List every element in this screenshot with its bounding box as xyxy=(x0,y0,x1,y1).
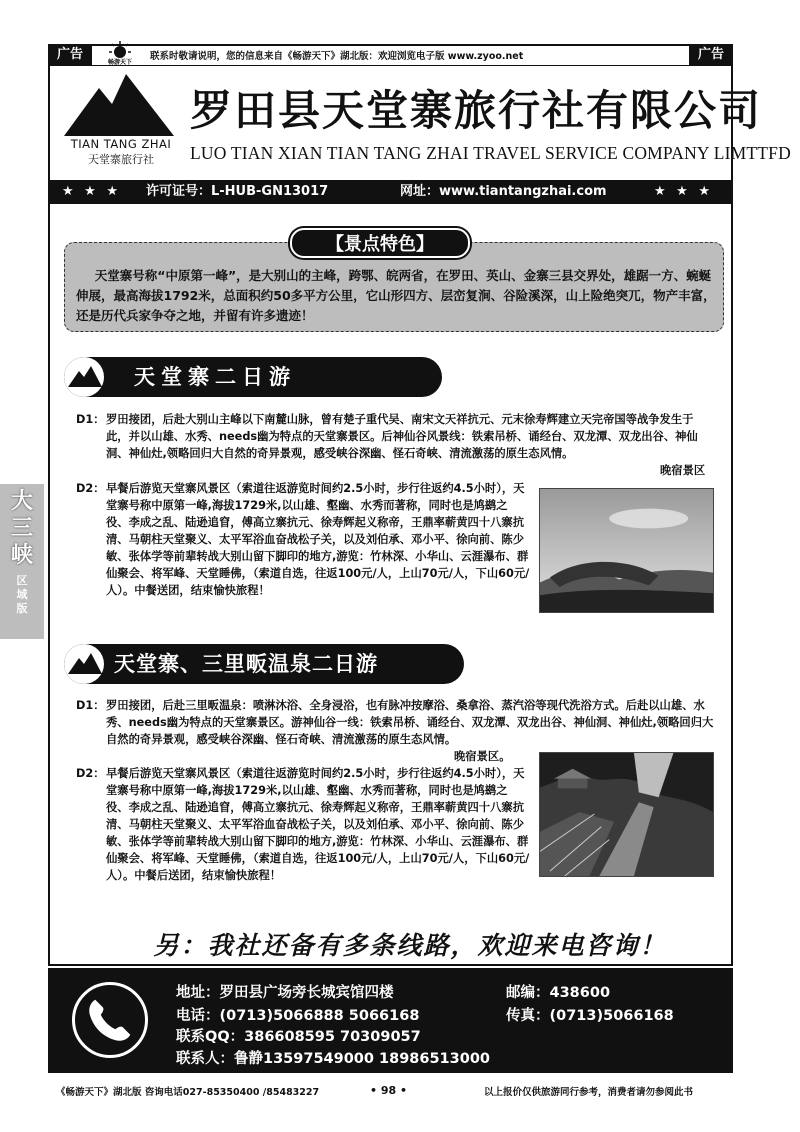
day-text: 罗田接团，后赴三里畈温泉：喷淋沐浴、全身浸浴，也有脉冲按摩浴、桑拿浴、蒸汽浴等现代洗浴方式。后赴以山雄、水秀、needs幽为特点的天堂寨景区。游神仙谷一线：铁索吊桥、诵经台、双龙潭、双龙出谷、神仙洞、神仙灶,领略回归大自然的奇异景观，感受峡谷深幽、怪石奇峡、清流激荡的原生态风情。 xyxy=(106,699,714,746)
side-tab-subtitle: 区 域 版 xyxy=(16,574,28,615)
fax: 传真：(0713)5066168 xyxy=(506,1008,674,1024)
contact-panel xyxy=(48,968,733,1073)
logo-text-en: TIAN TANG ZHAI xyxy=(70,137,172,151)
company-name: 罗田县天堂寨旅行社有限公司 xyxy=(190,86,763,135)
phone: 电话：(0713)5066888 5066168 xyxy=(176,1008,420,1024)
day-label: D2： xyxy=(76,767,105,780)
company-name-en: LUO TIAN XIAN TIAN TANG ZHAI TRAVEL SERVICE COMPANY LIMTTFD xyxy=(190,143,791,163)
mountain-icon xyxy=(64,357,124,397)
tour1-title: 天堂寨二日游 xyxy=(134,365,296,389)
day-label: D1： xyxy=(76,699,105,712)
feature-label: 【景点特色】 xyxy=(290,228,470,258)
day-label: D1： xyxy=(76,413,105,426)
more-routes-note: 另：我社还备有多条线路，欢迎来电咨询！ xyxy=(153,931,667,960)
stars-right: ★ ★ ★ xyxy=(654,184,714,199)
day-stay: 晚宿景区 xyxy=(660,464,706,477)
ad-tag-left: 广告 xyxy=(48,44,92,66)
publication-logo-icon xyxy=(100,40,140,66)
tour1-banner xyxy=(64,357,442,397)
phone-icon xyxy=(72,982,148,1058)
side-tab-title: 大 三 峡 xyxy=(10,488,33,568)
mountain-logo-icon xyxy=(64,74,174,136)
day-text: 罗田接团，后赴大别山主峰以下南麓山脉，曾有楚子重代吴、南宋文天祥抗元、元末徐寿辉建立天完帝国等战争发生于此，并以山雄、水秀、needs幽为特点的天堂寨景区。后神仙谷风景线：铁索吊桥、诵经台、双龙潭、双龙出谷、神仙洞、神仙灶,领略回归大自然的奇异景观，感受峡谷深幽、怪石奇峡、清流激荡的原生态风情。 xyxy=(106,413,698,460)
license-number: 许可证号：L-HUB-GN13017 xyxy=(146,184,329,199)
header-note: 联系时敬请说明，您的信息来自《畅游天下》湖北版：欢迎浏览电子版 www.zyoo.net xyxy=(150,51,524,62)
footer-right: 以上报价仅供旅游同行参考，消费者请勿参阅此书 xyxy=(484,1087,694,1098)
postcode: 邮编：438600 xyxy=(506,985,611,1001)
scenic-photo-rock xyxy=(539,488,714,613)
day-text: 早餐后游览天堂寨风景区（索道往返游览时间约2.5小时，步行往返约4.5小时），天堂寨号称中原第一峰,海拔1729米,以山雄、壑幽、水秀而著称，同时也是鸠鹚之役、李成之乱、陆逊追窅，傅高立寨抗元、徐寿辉起义称帝，王鼎率蕲黄四十八寨抗清、马朝柱天堂聚义、太平军浴血奋战松子关，以及刘伯承、邓小平、徐向前、陈少敏、张体学等前辈转战大别山留下脚印的地方,游览：竹林深、小华山、云涯瀑布、群仙聚会、将军峰、天堂睡佛，（索道自选，往返100元/人，上山70元/人，下山60元/人）。中餐后送团，结束愉快旅程！ xyxy=(106,767,530,882)
feature-text: 天堂寨号称“中原第一峰”，是大别山的主峰，跨鄂、皖两省，在罗田、英山、金寨三县交界处，雄踞一方、蜿蜒伸展，最高海拔1792米，总面积约50多平方公里，它山形四方、层峦复涧、谷险溪深，山上险绝突兀，物产丰富，还是历代兵家争夺之地，并留有许多遗迹！ xyxy=(76,268,716,323)
website: 网址：www.tiantangzhai.com xyxy=(400,184,607,199)
footer-left: 《畅游天下》湖北版 咨询电话027-85350400 /85483227 xyxy=(56,1087,320,1098)
license-bar xyxy=(48,180,733,204)
day-label: D2： xyxy=(76,482,105,495)
logo-text-cn: 天堂寨旅行社 xyxy=(88,153,154,166)
day-text: 早餐后游览天堂寨风景区（索道往返游览时间约2.5小时，步行往返约4.5小时），天堂寨号称中原第一峰,海拔1729米,以山雄、壑幽、水秀而著称，同时也是鸠鹚之役、李成之乱、陆逊追窅，傅高立寨抗元、徐寿辉起义称帝，王鼎率蕲黄四十八寨抗清、马朝柱天堂聚义、太平军浴血奋战松子关，以及刘伯承、邓小平、徐向前、陈少敏、张体学等前辈转战大别山留下脚印的地方,游览：竹林深、小华山、云涯瀑布、群仙聚会、将军峰、天堂睡佛，（索道自选，往返100元/人，上山70元/人，下山60元/人）。中餐送团，结束愉快旅程！ xyxy=(106,482,530,597)
publication-logo-text: 畅游天下 xyxy=(107,59,133,66)
contact-person: 联系人：鲁静13597549000 18986513000 xyxy=(176,1051,491,1067)
qq: 联系QQ：386608595 70309057 xyxy=(176,1029,421,1045)
address: 地址：罗田县广场旁长城宾馆四楼 xyxy=(176,985,394,1001)
ad-tag-right: 广告 xyxy=(689,44,733,66)
scenic-photo-walkway xyxy=(539,752,714,877)
tour2-title: 天堂寨、三里畈温泉二日游 xyxy=(114,652,378,676)
tour2-banner xyxy=(64,644,464,684)
stars-left: ★ ★ ★ xyxy=(62,184,122,199)
day-stay: 晚宿景区。 xyxy=(454,750,511,763)
page-number: • 98 • xyxy=(370,1084,408,1097)
